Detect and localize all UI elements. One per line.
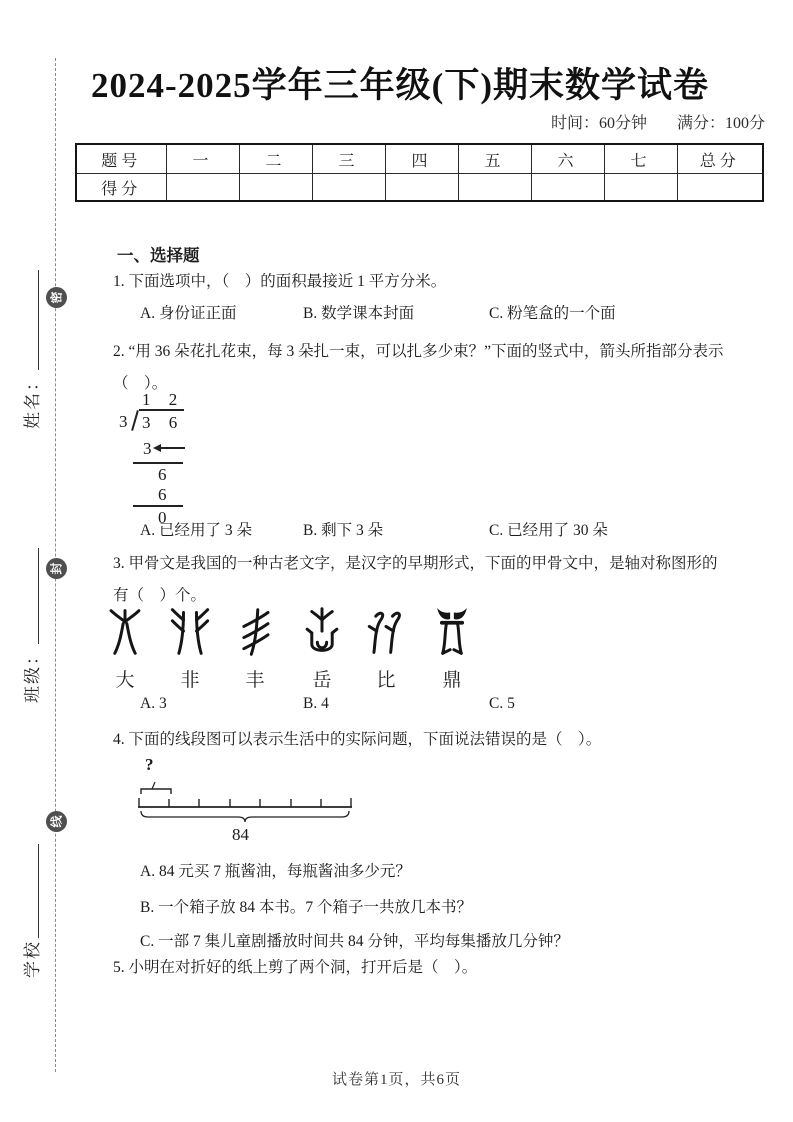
oracle-glyph-fei-image [166, 606, 214, 658]
division-step-3: 6 [158, 485, 167, 504]
question-3-line-2: 有（ ）个。 [113, 587, 207, 604]
segment-diagram-graphics [138, 779, 360, 827]
question-3-option-b: B. 4 [303, 695, 329, 712]
question-4-option-c: C. 一部 7 集儿童剧播放时间共 84 分钟，平均每集播放几分钟？ [140, 933, 569, 950]
class-field [18, 547, 42, 703]
score-cell [458, 174, 531, 202]
oracle-glyph-bi-image [362, 606, 410, 658]
seal-mi-label: 密 [49, 291, 64, 304]
question-2-option-b: B. 剩下 3 朵 [303, 522, 384, 539]
question-1-options [0, 301, 793, 321]
score-table-header-cell: 三 [312, 144, 385, 174]
glyph-label: 大 [115, 670, 135, 691]
score-cell [677, 174, 763, 202]
seal-mark-xian [46, 811, 67, 832]
question-2-options [0, 518, 793, 538]
division-rule-2 [133, 505, 183, 507]
unknown-label: ? [145, 755, 154, 774]
question-3-line-1: 3. 甲骨文是我国的一种古老文字，是汉字的早期形式，下面的甲骨文中，是轴对称图形的 [113, 555, 718, 572]
oracle-glyph-row [96, 606, 516, 691]
question-1-option-a: A. 身份证正面 [140, 305, 237, 322]
score-row-label: 得分 [76, 174, 166, 202]
score-cell [385, 174, 458, 202]
score-table-score-row [76, 174, 763, 202]
score-cell [531, 174, 604, 202]
division-bracket-bar [139, 409, 184, 411]
score-table-header-row [76, 144, 763, 174]
oracle-glyph-yue-image [298, 606, 346, 658]
exam-title: 2024-2025学年三年级(下)期末数学试卷 [91, 66, 709, 105]
glyph-label: 鼎 [442, 670, 462, 691]
question-1-option-b: B. 数学课本封面 [303, 305, 415, 322]
question-2-option-c: C. 已经用了 30 朵 [489, 522, 608, 539]
question-4-option-b: B. 一个箱子放 84 本书。7 个箱子一共放几本书？ [140, 899, 472, 916]
oracle-glyph-feng-image [231, 606, 279, 658]
score-table-header-cell: 四 [385, 144, 458, 174]
question-2-line-1: 2. “用 36 朵花扎花束，每 3 朵扎一束，可以扎多少束？”下面的竖式中，箭头所指部分表示 [113, 343, 724, 360]
seal-feng-label: 封 [49, 562, 64, 575]
division-bracket-slash [131, 410, 138, 431]
question-4: 4. 下面的线段图可以表示生活中的实际问题，下面说法错误的是（ ）。 [113, 731, 602, 748]
school-blank-line [23, 844, 39, 938]
arrow-icon [155, 447, 185, 449]
exam-time: 时间：60分钟 [550, 115, 647, 132]
total-label: 84 [232, 825, 249, 844]
seal-xian-label: 线 [49, 815, 64, 828]
division-step-1: 3 [143, 439, 152, 458]
page-footer: 试卷第1页，共6页 [331, 1072, 461, 1088]
division-divisor: 3 [119, 412, 128, 431]
question-3-options [0, 695, 793, 715]
glyph-label: 岳 [312, 670, 332, 691]
exam-full-score: 满分：100分 [676, 115, 765, 132]
oracle-glyph-yue [298, 606, 346, 692]
oracle-glyph-da [101, 606, 149, 692]
question-5: 5. 小明在对折好的纸上剪了两个洞，打开后是（ ）。 [113, 959, 478, 976]
long-division-figure [112, 389, 222, 529]
question-1-option-c: C. 粉笔盒的一个面 [489, 305, 616, 322]
score-table-header-cell: 七 [604, 144, 677, 174]
question-4-option-a: A. 84 元买 7 瓶酱油，每瓶酱油多少元？ [140, 863, 411, 880]
question-3-option-c: C. 5 [489, 695, 515, 712]
oracle-glyph-ding [428, 606, 476, 692]
division-remainder: 0 [158, 508, 167, 527]
seal-mark-feng [46, 558, 67, 579]
question-2-line-2: （ ）。 [113, 375, 168, 392]
exam-meta [0, 110, 765, 133]
oracle-glyph-bi [362, 606, 410, 692]
division-dividend: 3 6 [142, 413, 185, 432]
glyph-label: 丰 [245, 670, 265, 691]
division-step-2: 6 [158, 465, 167, 484]
section-heading: 一、选择题 [117, 246, 200, 265]
question-1: 1. 下面选项中，（ ）的面积最接近 1 平方分米。 [113, 273, 447, 290]
oracle-glyph-fei [166, 606, 214, 692]
score-table-header-cell: 一 [166, 144, 239, 174]
score-cell [604, 174, 677, 202]
class-label: 班级： [23, 646, 42, 703]
question-3-option-a: A. 3 [140, 695, 167, 712]
question-2-option-a: A. 已经用了 3 朵 [140, 522, 252, 539]
oracle-glyph-da-image [101, 606, 149, 658]
score-cell [312, 174, 385, 202]
score-table-header-cell: 题号 [76, 144, 166, 174]
score-table-header-cell: 五 [458, 144, 531, 174]
class-blank-line [23, 548, 39, 644]
oracle-glyph-feng [231, 606, 279, 692]
name-label: 姓名： [23, 372, 42, 429]
oracle-glyph-ding-image [428, 606, 476, 658]
glyph-label: 比 [376, 670, 396, 691]
school-field [18, 838, 42, 978]
score-table-header-cell: 总分 [677, 144, 763, 174]
name-field [18, 269, 42, 429]
score-cell [166, 174, 239, 202]
division-rule-1 [133, 462, 183, 464]
score-table-header-cell: 二 [239, 144, 312, 174]
glyph-label: 非 [180, 670, 200, 691]
school-label: 学校 [23, 940, 42, 978]
division-quotient: 1 2 [142, 390, 185, 409]
score-table [75, 143, 764, 202]
score-table-header-cell: 六 [531, 144, 604, 174]
segment-diagram [138, 757, 360, 849]
score-cell [239, 174, 312, 202]
question-3 [113, 548, 768, 612]
